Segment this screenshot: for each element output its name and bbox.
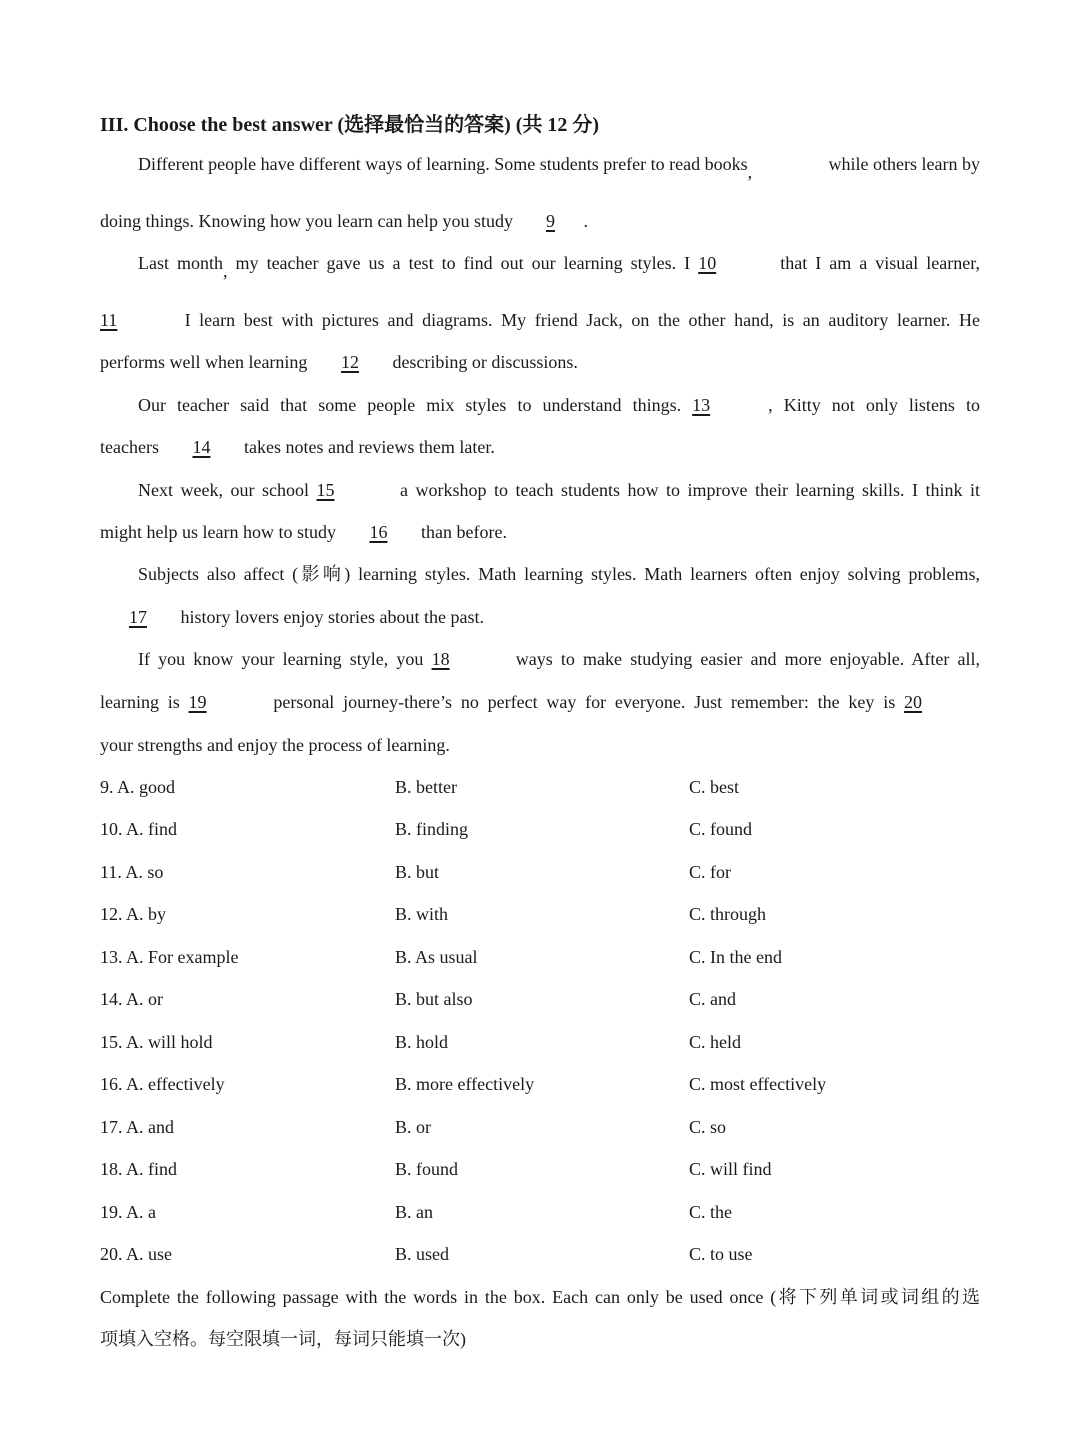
passage-line: [100, 308, 980, 332]
passage-line: [138, 251, 981, 281]
option-c: C. for: [689, 862, 731, 882]
option-b: B. but: [395, 862, 440, 882]
option-c: C. to use: [689, 1244, 753, 1264]
passage-text: Our teacher said that some people mix styles to understand things.: [138, 395, 682, 415]
passage-line: [100, 690, 980, 714]
option-c: C. and: [689, 989, 736, 1009]
passage-comma: ,: [223, 261, 228, 281]
passage-text: personal journey-there’s no perfect way for everyone. Just remember: the key is: [273, 692, 896, 712]
option-a: 16. A. effectively: [100, 1074, 225, 1094]
blank-9: 9: [545, 211, 555, 231]
passage-line: [100, 350, 578, 374]
instructions-line: [100, 1285, 980, 1309]
passage-text: teachers: [100, 437, 159, 457]
option-c: C. held: [689, 1032, 741, 1052]
option-b: B. an: [395, 1202, 433, 1222]
option-b: B. or: [395, 1117, 431, 1137]
option-c: C. so: [689, 1117, 727, 1137]
option-a: 10. A. find: [100, 819, 178, 839]
passage-line: [100, 435, 495, 459]
option-a: 15. A. will hold: [100, 1032, 213, 1052]
option-a: 11. A. so: [100, 862, 164, 882]
instructions-line: [100, 1327, 466, 1351]
option-b: B. but also: [395, 989, 473, 1009]
passage-text: than before.: [420, 522, 507, 542]
passage-line: [138, 152, 980, 182]
option-c: C. best: [689, 777, 740, 797]
option-a: 17. A. and: [100, 1117, 174, 1137]
option-c: C. through: [689, 904, 767, 924]
option-b: B. found: [395, 1159, 458, 1179]
option-c: C. will find: [689, 1159, 772, 1179]
option-a: 20. A. use: [100, 1244, 172, 1264]
passage-text: , Kitty not only listens to: [768, 395, 980, 415]
passage-text: a workshop to teach students how to improve their learning skills. I think it: [400, 480, 981, 500]
option-c: C. In the end: [689, 947, 782, 967]
blank-10: 10: [698, 253, 717, 273]
blank-15: 15: [316, 480, 335, 500]
option-b: B. with: [395, 904, 449, 924]
option-b: B. better: [395, 777, 457, 797]
passage-text: Subjects also affect (影响) learning styles. Math learning styles. Math learners often enjoy solving problems,: [138, 564, 980, 584]
option-b: B. finding: [395, 819, 469, 839]
option-b: B. As usual: [395, 947, 478, 967]
option-b: B. hold: [395, 1032, 449, 1052]
blank-17: 17: [129, 607, 147, 627]
option-c: C. found: [689, 819, 752, 839]
passage-text: ways to make studying easier and more enjoyable. After all,: [515, 649, 981, 669]
blank-12: 12: [340, 352, 359, 372]
passage-line: [138, 478, 980, 502]
passage-text: describing or discussions.: [392, 352, 578, 372]
passage-line: [100, 520, 507, 544]
blank-16: 16: [369, 522, 388, 542]
passage-text: .: [583, 211, 588, 231]
blank-18: 18: [431, 649, 450, 669]
passage-text: history lovers enjoy stories about the past.: [180, 607, 484, 627]
passage-text: takes notes and reviews them later.: [243, 437, 495, 457]
blank-14: 14: [192, 437, 211, 457]
option-b: B. used: [395, 1244, 449, 1264]
passage-text: that I am a visual learner,: [780, 253, 981, 273]
instructions-text: Complete the following passage with the words in the box. Each can only be used once (将下列单词或词组的选: [100, 1287, 980, 1307]
blank-20: 20: [904, 692, 922, 712]
passage-line: [100, 733, 450, 757]
section-heading: III. Choose the best answer (选择最恰当的答案) (共 12 分): [100, 114, 600, 136]
passage-text: I learn best with pictures and diagrams. My friend Jack, on the other hand, is an auditory learner. He: [184, 310, 980, 330]
option-a: 12. A. by: [100, 904, 167, 924]
passage-text: while others learn by: [828, 154, 980, 174]
passage-comma: ,: [747, 162, 753, 182]
passage-text: Last month: [138, 253, 224, 273]
passage-line: [100, 209, 588, 233]
option-a: 13. A. For example: [100, 947, 239, 967]
option-a: 9. A. good: [100, 777, 176, 797]
passage-text: learning is: [100, 692, 180, 712]
blank-11: 11: [100, 310, 118, 330]
option-a: 19. A. a: [100, 1202, 156, 1222]
passage-text: doing things. Knowing how you learn can help you study: [100, 211, 513, 231]
passage-line: [138, 393, 980, 417]
option-c: C. the: [689, 1202, 732, 1222]
option-b: B. more effectively: [395, 1074, 535, 1094]
passage-text: your strengths and enjoy the process of learning.: [100, 735, 450, 755]
instructions-text: 项填入空格。每空限填一词，每词只能填一次): [100, 1329, 466, 1349]
passage-text: Next week, our school: [138, 480, 309, 500]
passage-line: [138, 647, 980, 671]
passage-text: Different people have different ways of learning. Some students prefer to read books: [138, 154, 748, 174]
passage-text: my teacher gave us a test to find out our learning styles. I: [235, 253, 691, 273]
passage-line: [100, 605, 484, 629]
option-a: 14. A. or: [100, 989, 163, 1009]
passage-text: If you know your learning style, you: [138, 649, 424, 669]
option-c: C. most effectively: [689, 1074, 827, 1094]
blank-13: 13: [692, 395, 711, 415]
passage-line: [138, 562, 980, 586]
blank-19: 19: [188, 692, 207, 712]
passage-text: might help us learn how to study: [100, 522, 336, 542]
passage-text: performs well when learning: [100, 352, 308, 372]
option-a: 18. A. find: [100, 1159, 178, 1179]
